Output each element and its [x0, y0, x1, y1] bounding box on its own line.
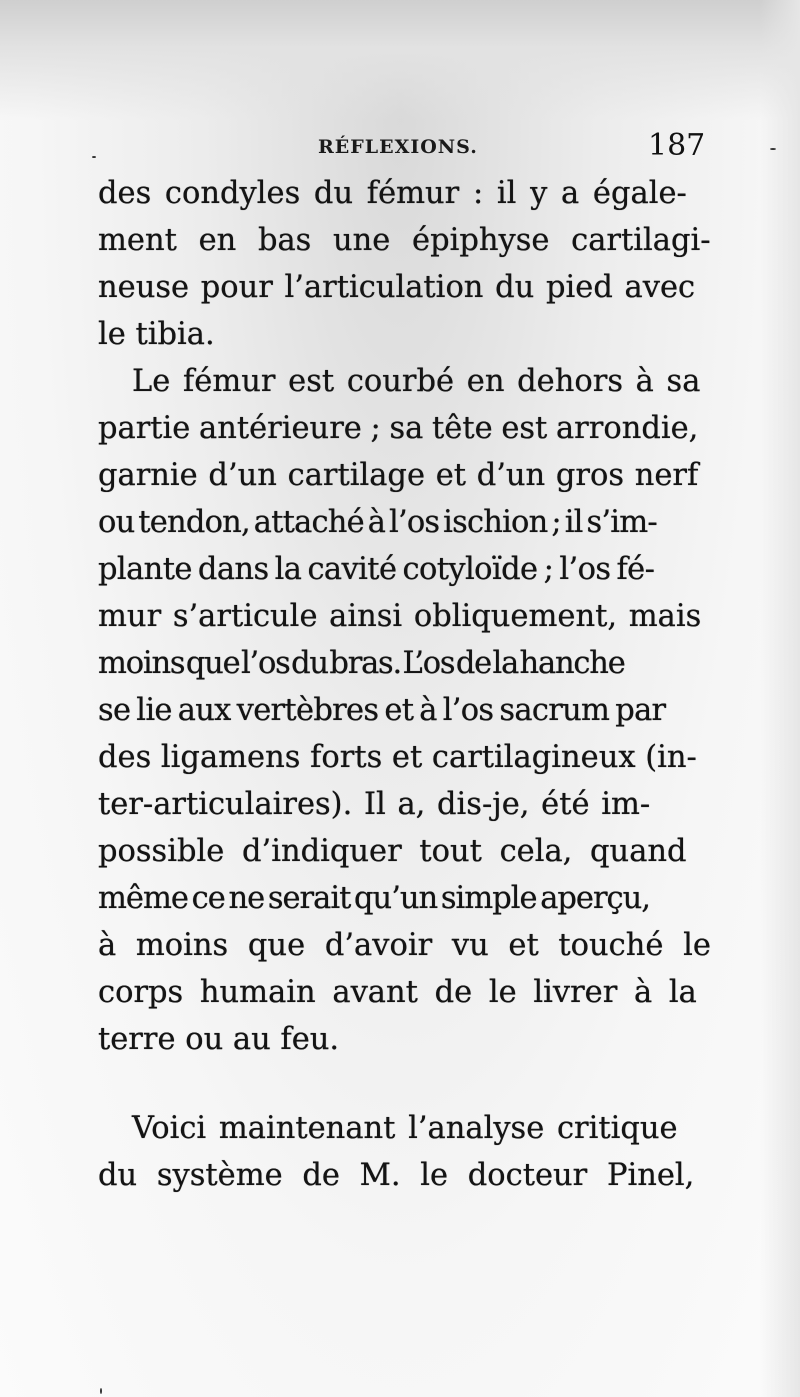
text-line: se lie aux vertèbres et à l’os sacrum par [98, 693, 666, 728]
page-number: 187 [648, 128, 706, 163]
running-head: RÉFLEXIONS. [318, 136, 478, 158]
text-line: neuse pour l’articulation du pied avec [98, 270, 696, 305]
text-line: ou tendon, attaché à l’os ischion ; il s’im- [98, 505, 657, 540]
text-line: Voici maintenant l’analyse critique [132, 1111, 678, 1146]
scan-speck [100, 1388, 102, 1394]
text-line: plante dans la cavité cotyloïde ; l’os fé- [98, 552, 655, 587]
text-line: des ligamens forts et cartilagineux (in- [98, 740, 697, 775]
text-line: du système de M. le docteur Pinel, [98, 1158, 695, 1193]
page-shadow [0, 0, 800, 120]
text-line: terre ou au feu. [98, 1022, 340, 1057]
text-line: même ce ne serait qu’un simple aperçu, [98, 881, 650, 916]
page-header [100, 128, 710, 168]
text-line: corps humain avant de le livrer à la [98, 975, 697, 1010]
text-line: mur s’articule ainsi obliquement, mais [98, 599, 702, 634]
text-line: ter-articulaires). Il a, dis-je, été im- [98, 787, 651, 822]
text-line: des condyles du fémur : il y a égale- [98, 176, 687, 211]
text-line: partie antérieure ; sa tête est arrondie, [98, 411, 699, 446]
text-line: moins que l’os du bras. L’os de la hanche [98, 646, 625, 681]
text-line: possible d’indiquer tout cela, quand [98, 834, 687, 869]
scan-speck [770, 148, 776, 150]
page-edge-shadow [760, 0, 800, 1397]
text-line: le tibia. [98, 317, 215, 352]
scan-speck [92, 156, 96, 158]
text-line: garnie d’un cartilage et d’un gros nerf [98, 458, 699, 493]
text-line: Le fémur est courbé en dehors à sa [132, 364, 701, 399]
text-line: ment en bas une épiphyse cartilagi- [98, 223, 711, 258]
show-through-ink [250, 310, 331, 357]
text-line: à moins que d’avoir vu et touché le [98, 928, 711, 963]
